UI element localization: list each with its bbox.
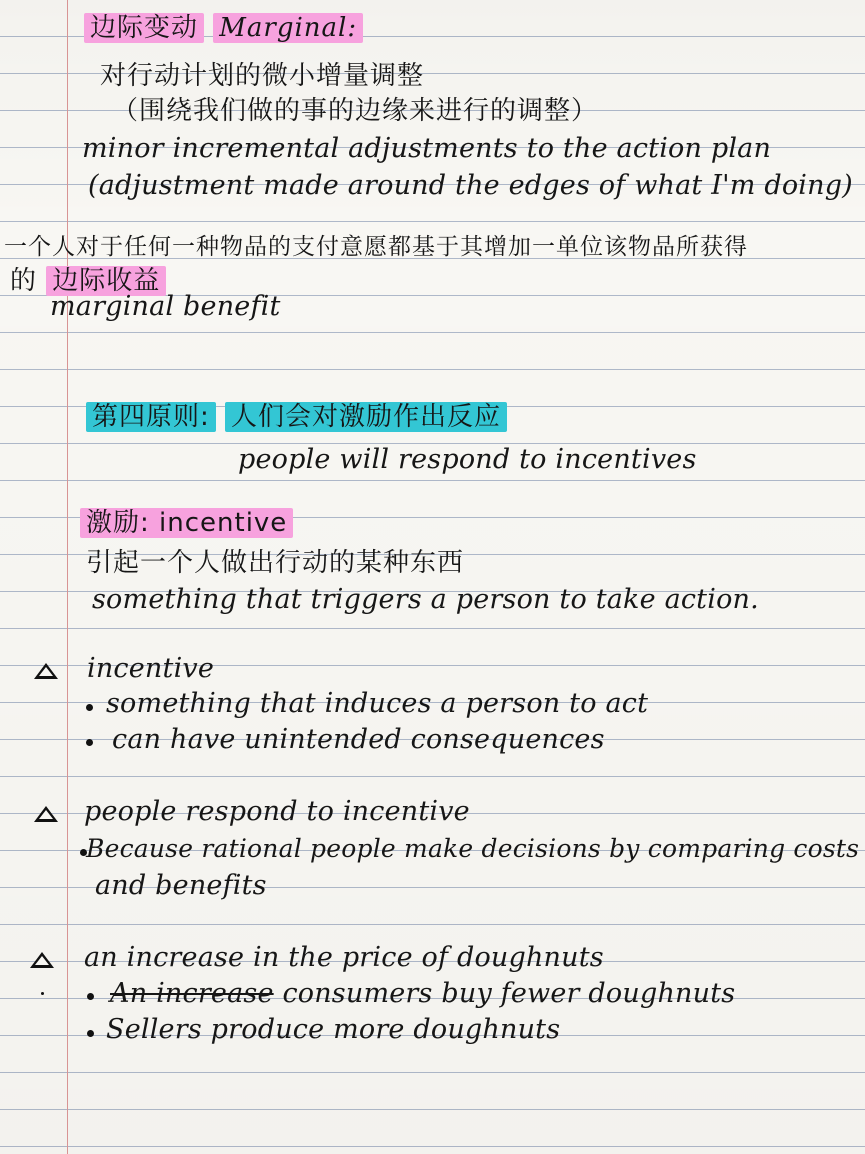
bullet-dot-1 [86,704,93,711]
bullet-dot-5 [87,1030,94,1037]
delta-1-bullet-2: can have unintended consequences [112,724,605,755]
line-6-prefix: 的 [10,266,38,296]
delta-icon-3 [30,952,54,968]
line-5: 一个人对于任何一种物品的支付意愿都基于其增加一单位该物品所获得 [4,234,748,260]
delta-3-bullet-2: Sellers produce more doughnuts [106,1014,561,1045]
line-6-highlight: 边际收益 [46,266,166,296]
margin-line [67,0,68,1154]
section-1-title-cn: 边际变动 [84,13,204,43]
section-1-title-en: Marginal: [213,13,363,43]
section-2-text-en: people will respond to incentives [238,444,697,475]
delta-2-bullet-1: Because rational people make decisions by comparing costs [86,834,860,863]
section-2-text-cn: 人们会对激励作出反应 [225,402,507,432]
section-2 [86,404,507,430]
line-7: marginal benefit [50,291,281,322]
delta-icon-1 [34,663,58,679]
section-3 [80,510,293,536]
bullet-dot-2 [86,739,93,746]
delta-icon-2 [34,806,58,822]
line-1: 对行动计划的微小增量调整 [100,61,425,91]
delta-3-title: an increase in the price of doughnuts [84,942,604,973]
line-3: minor incremental adjustments to the action plan [82,133,772,164]
section-3-line-en: something that triggers a person to take action. [92,584,759,615]
delta-2-title: people respond to incentive [84,796,470,827]
delta-3-bullet-1-text: consumers buy fewer doughnuts [282,978,736,1009]
stray-dot [41,992,44,995]
delta-3-bullet-1-strikethrough: An increase [110,978,274,1009]
section-2-title: 第四原则: [86,402,216,432]
section-3-line-cn: 引起一个人做出行动的某种东西 [86,548,465,578]
section-1-title [84,15,363,41]
delta-3-bullet-1 [110,980,735,1007]
delta-2-bullet-1-continued: and benefits [95,870,267,901]
line-4: (adjustment made around the edges of what I'm doing) [88,170,853,201]
section-3-title: 激励: incentive [80,508,293,538]
delta-1-bullet-1: something that induces a person to act [106,688,649,719]
delta-1-title: incentive [87,653,215,684]
bullet-dot-4 [87,993,94,1000]
line-2: （围绕我们做的事的边缘来进行的调整） [112,96,599,126]
